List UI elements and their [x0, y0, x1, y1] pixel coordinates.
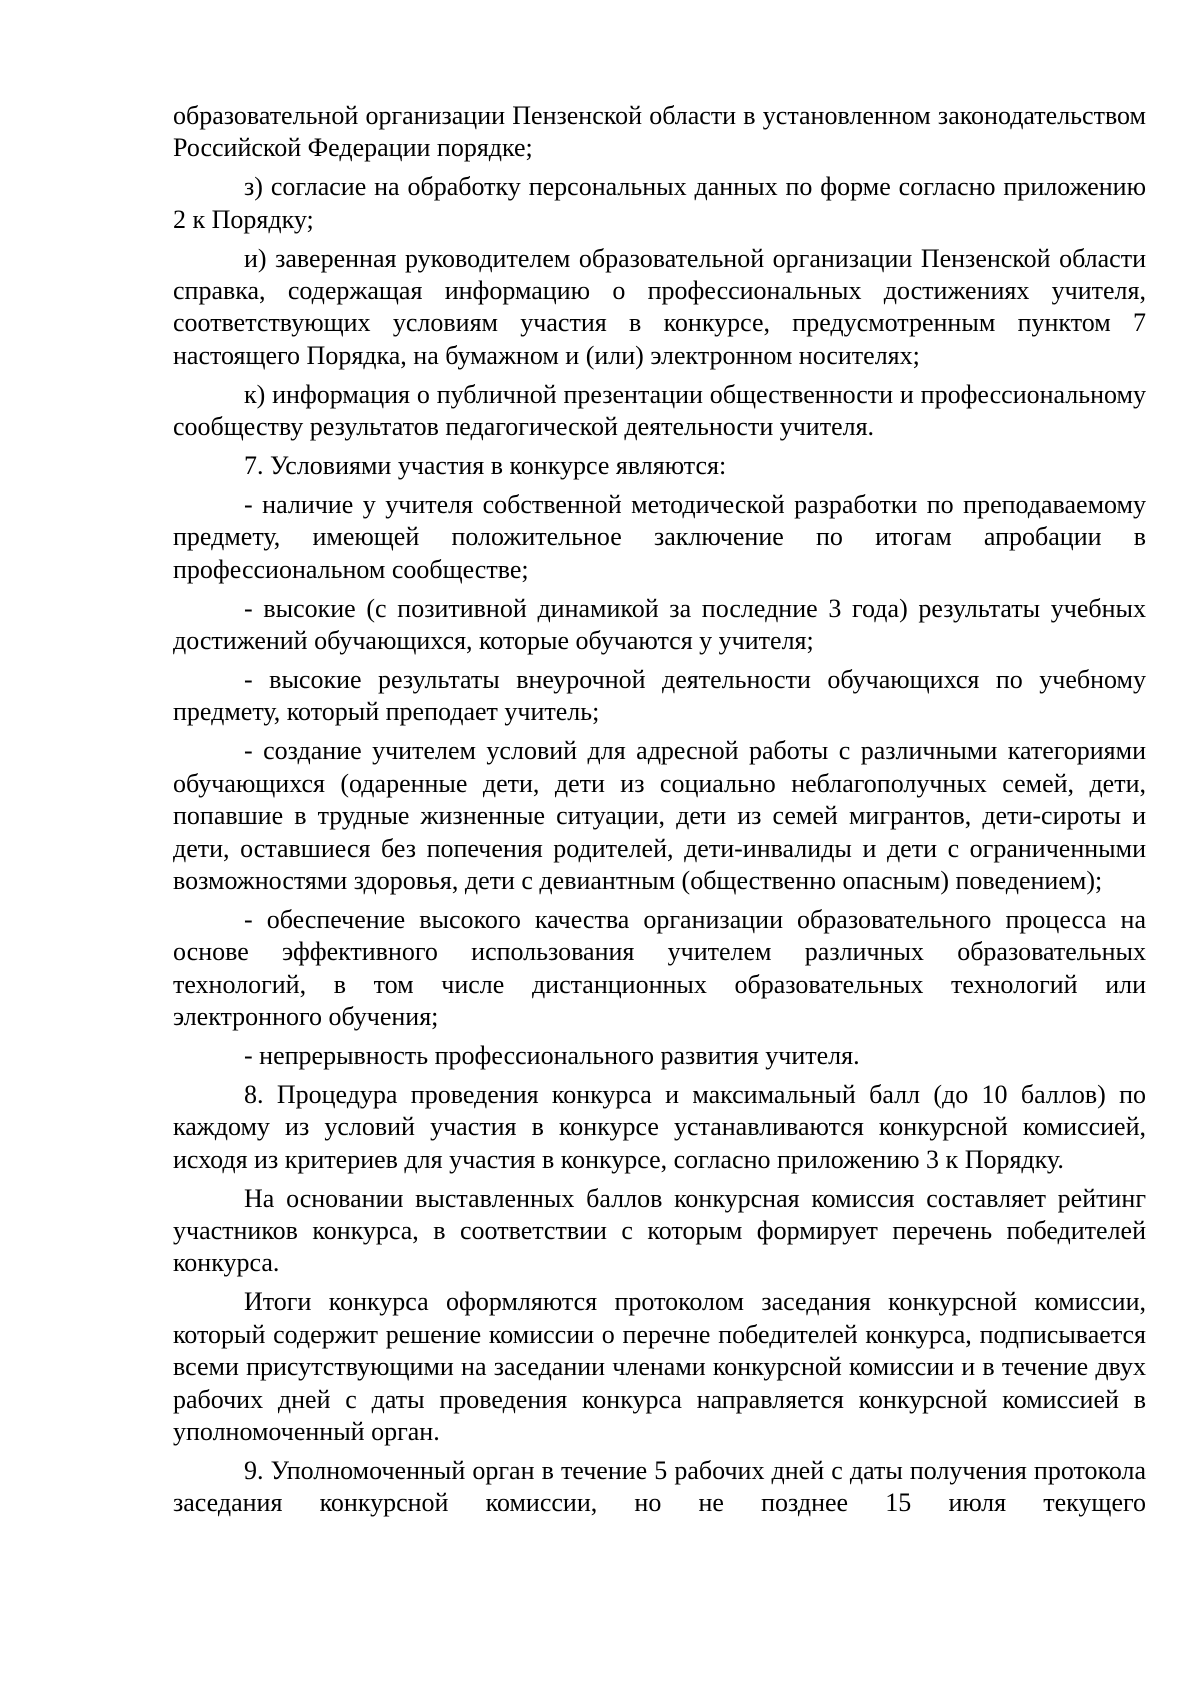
- paragraph-condition-1: - наличие у учителя собственной методической разработки по преподаваемому предмету, имеющей положительное заключение по итогам апробации в профессиональном сообществе;: [173, 489, 1146, 584]
- paragraph-item-i: и) заверенная руководителем образовательной организации Пензенской области справка, содержащая информацию о профессиональных достижениях учителя, соответствующих условиям участия в конкурсе, предусмотренным пунктом 7 настоящего Порядка, на бумажном и (или) электронном носителях;: [173, 243, 1146, 370]
- paragraph-results: Итоги конкурса оформляются протоколом заседания конкурсной комиссии, который содержит решение комиссии о перечне победителей конкурса, подписывается всеми присутствующими на заседании членами конкурсной комиссии и в течение двух рабочих дней с даты проведения конкурса направляется конкурсной комиссией в уполномоченный орган.: [173, 1287, 1146, 1446]
- paragraph-item-z: з) согласие на обработку персональных данных по форме согласно приложению 2 к Порядку;: [173, 172, 1146, 234]
- paragraph-condition-4: - создание учителем условий для адресной работы с различными категориями обучающихся (одаренные дети, дети из социально неблагополучных семей, дети, попавшие в трудные жизненные ситуации, дети из семей мигрантов, дети-сироты и дети, оставшиеся без попечения родителей, дети-инвалиды и дети с ограниченными возможностями здоровья, дети с девиантным (общественно опасным) поведением);: [173, 736, 1146, 895]
- paragraph-section-7: 7. Условиями участия в конкурсе являются:: [244, 451, 727, 481]
- paragraph-rating: На основании выставленных баллов конкурсная комиссия составляет рейтинг участников конкурса, в соответствии с которым формирует перечень победителей конкурса.: [173, 1183, 1146, 1278]
- paragraph-item-k: к) информация о публичной презентации общественности и профессиональному сообществу результатов педагогической деятельности учителя.: [173, 379, 1146, 442]
- paragraph-condition-2: - высокие (с позитивной динамикой за последние 3 года) результаты учебных достижений обучающихся, которые обучаются у учителя;: [173, 593, 1146, 656]
- paragraph-condition-3: - высокие результаты внеурочной деятельности обучающихся по учебному предмету, который преподает учитель;: [173, 665, 1146, 727]
- paragraph-condition-6: - непрерывность профессионального развития учителя.: [244, 1040, 860, 1070]
- paragraph-section-9: 9. Уполномоченный орган в течение 5 рабочих дней с даты получения протокола заседания конкурсной комиссии, но не позднее 15 июля текущего: [173, 1455, 1146, 1518]
- document-body: [173, 100, 1146, 1526]
- paragraph-section-8: 8. Процедура проведения конкурса и максимальный балл (до 10 баллов) по каждому из условий участия в конкурсе устанавливаются конкурсной комиссией, исходя из критериев для участия в конкурсе, согласно приложению 3 к Порядку.: [173, 1079, 1146, 1174]
- paragraph-continuation: образовательной организации Пензенской области в установленном законодательством Российской Федерации порядке;: [173, 101, 1146, 163]
- paragraph-condition-5: - обеспечение высокого качества организации образовательного процесса на основе эффективного использования учителем различных образовательных технологий, в том числе дистанционных образовательных технологий или электронного обучения;: [173, 904, 1146, 1032]
